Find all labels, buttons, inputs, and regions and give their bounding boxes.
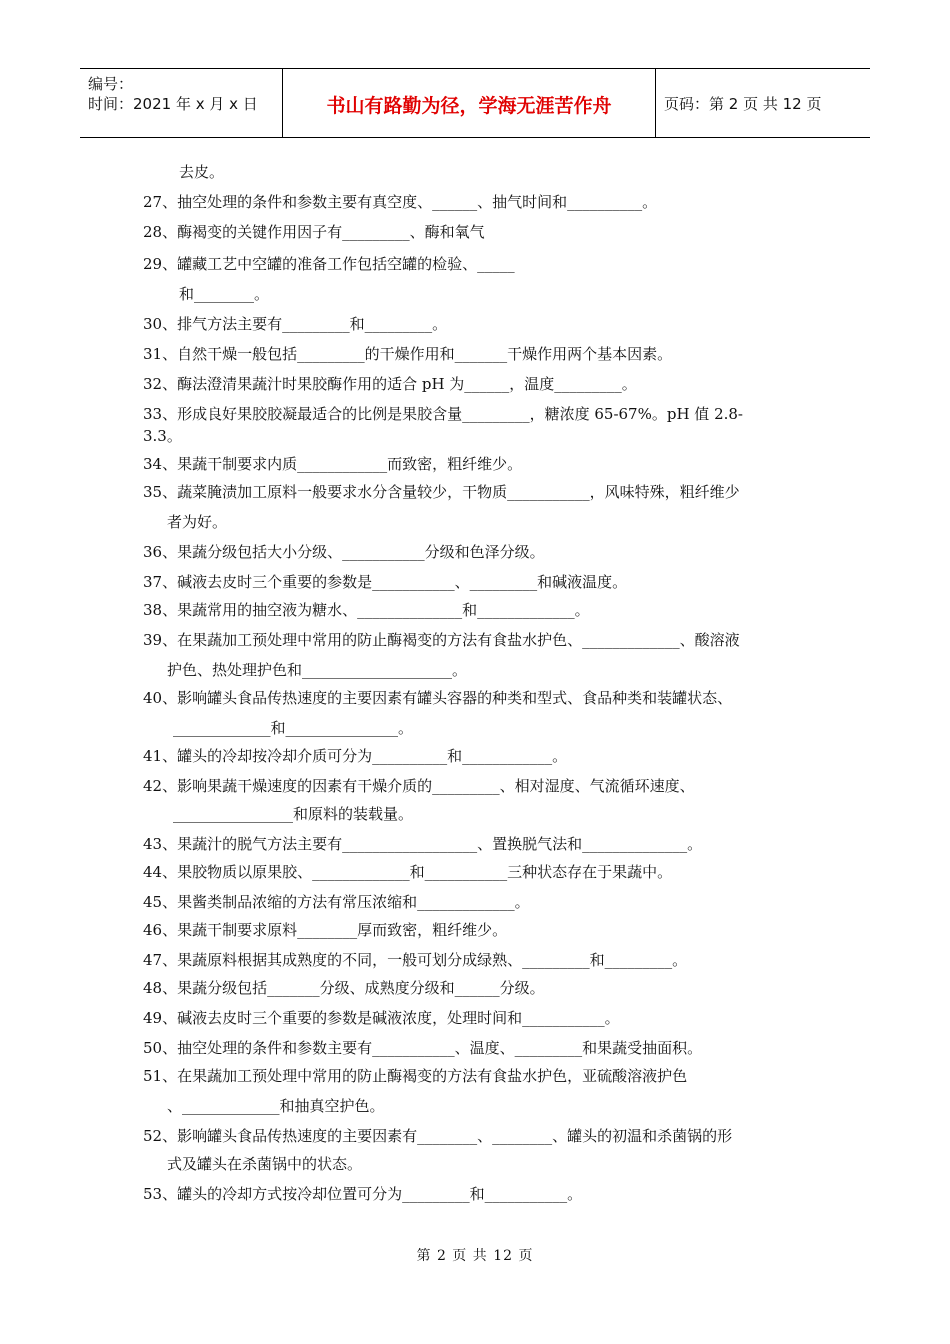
question-line: 41、罐头的冷却按冷却介质可分为__________和____________。 bbox=[143, 747, 568, 765]
question-line: 51、在果蔬加工预处理中常用的防止酶褐变的方法有食盐水护色，亚硫酸溶液护色 bbox=[143, 1067, 688, 1085]
question-line: 32、酶法澄清果蔬汁时果胶酶作用的适合 pH 为______，温度_________。 bbox=[143, 375, 637, 393]
page-header bbox=[80, 68, 870, 138]
header-page-label: 页码：第 2 页 共 12 页 bbox=[664, 95, 822, 113]
question-line: 36、果蔬分级包括大小分级、___________分级和色泽分级。 bbox=[143, 543, 545, 561]
question-line: 47、果蔬原料根据其成熟度的不同，一般可划分成绿熟、_________和_________。 bbox=[143, 951, 688, 969]
header-motto-cell bbox=[282, 69, 656, 137]
question-line: 50、抽空处理的条件和参数主要有___________、温度、_________和果蔬受抽面积。 bbox=[143, 1039, 703, 1057]
question-line: 28、酶褐变的关键作用因子有_________、酶和氧气 bbox=[143, 223, 485, 241]
question-line: 30、排气方法主要有_________和_________。 bbox=[143, 315, 448, 333]
header-left-cell bbox=[80, 69, 282, 137]
question-line: 37、碱液去皮时三个重要的参数是___________、_________和碱液温度。 bbox=[143, 573, 628, 591]
question-line: 去皮。 bbox=[179, 163, 225, 181]
question-line: 35、蔬菜腌渍加工原料一般要求水分含量较少，干物质___________，风味特殊，粗纤维少 bbox=[143, 483, 740, 501]
header-right-cell bbox=[654, 69, 870, 137]
question-line: 31、自然干燥一般包括_________的干燥作用和_______干燥作用两个基本因素。 bbox=[143, 345, 673, 363]
question-line: ________________和原料的装载量。 bbox=[173, 805, 414, 823]
question-line: 49、碱液去皮时三个重要的参数是碱液浓度，处理时间和___________。 bbox=[143, 1009, 620, 1027]
document-time-label: 时间：2021 年 x 月 x 日 bbox=[88, 95, 258, 113]
question-line: 、_____________和抽真空护色。 bbox=[167, 1097, 385, 1115]
question-line: 39、在果蔬加工预处理中常用的防止酶褐变的方法有食盐水护色、_____________、酸溶液 bbox=[143, 631, 740, 649]
question-line: 者为好。 bbox=[167, 513, 228, 531]
question-line: 38、果蔬常用的抽空液为糖水、______________和_____________。 bbox=[143, 601, 590, 619]
question-line: 52、影响罐头食品传热速度的主要因素有________、________、罐头的初温和杀菌锅的形 bbox=[143, 1127, 733, 1145]
question-line: 3.3。 bbox=[143, 427, 182, 445]
question-line: 44、果胶物质以原果胶、_____________和___________三种状态存在于果蔬中。 bbox=[143, 863, 673, 881]
page-footer: 第 2 页 共 12 页 bbox=[416, 1248, 534, 1264]
question-line: 和________。 bbox=[179, 285, 270, 303]
question-line: 53、罐头的冷却方式按冷却位置可分为_________和___________。 bbox=[143, 1185, 583, 1203]
header-motto: 书山有路勤为径，学海无涯苦作舟 bbox=[326, 95, 612, 117]
question-line: 29、罐藏工艺中空罐的准备工作包括空罐的检验、_____ bbox=[143, 255, 515, 273]
document-number-label: 编号： bbox=[88, 75, 134, 93]
question-line: 33、形成良好果胶胶凝最适合的比例是果胶含量_________，糖浓度 65-67%。pH 值 2.8- bbox=[143, 405, 743, 423]
question-line: 34、果蔬干制要求内质____________而致密，粗纤维少。 bbox=[143, 455, 523, 473]
question-line: 护色、热处理护色和____________________。 bbox=[167, 661, 468, 679]
question-line: 45、果酱类制品浓缩的方法有常压浓缩和_____________。 bbox=[143, 893, 530, 911]
question-line: 27、抽空处理的条件和参数主要有真空度、______、抽气时间和__________。 bbox=[143, 193, 658, 211]
question-line: 42、影响果蔬干燥速度的因素有干燥介质的_________、相对湿度、气流循环速度、 bbox=[143, 777, 695, 795]
question-line: 40、影响罐头食品传热速度的主要因素有罐头容器的种类和型式、食品种类和装罐状态、 bbox=[143, 689, 733, 707]
question-line: 43、果蔬汁的脱气方法主要有__________________、置换脱气法和______________。 bbox=[143, 835, 703, 853]
question-line: 式及罐头在杀菌锅中的状态。 bbox=[167, 1155, 363, 1173]
question-line: 48、果蔬分级包括_______分级、成熟度分级和______分级。 bbox=[143, 979, 545, 997]
question-line: _____________和_______________。 bbox=[173, 719, 414, 737]
question-line: 46、果蔬干制要求原料________厚而致密，粗纤维少。 bbox=[143, 921, 508, 939]
